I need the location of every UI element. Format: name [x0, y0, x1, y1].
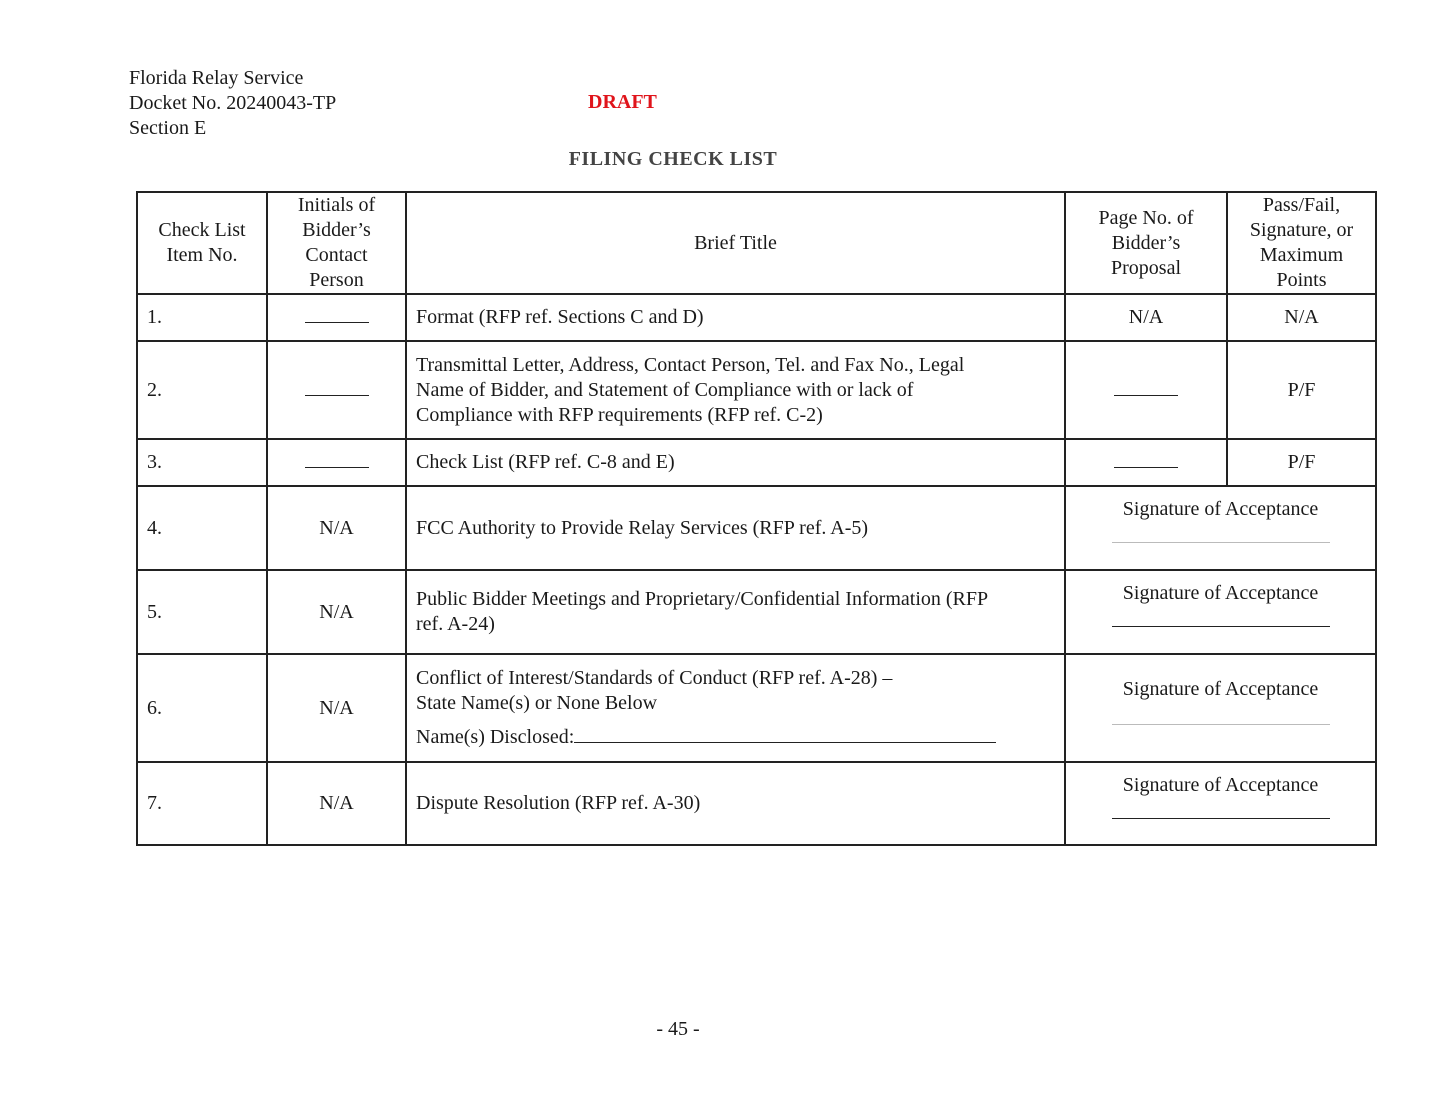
- initials-cell: N/A: [267, 762, 406, 845]
- brief-title: Check List (RFP ref. C-8 and E): [406, 439, 1065, 486]
- result-cell: N/A: [1227, 294, 1376, 341]
- result-cell: P/F: [1227, 439, 1376, 486]
- signature-label: Signature of Acceptance: [1122, 678, 1319, 700]
- page-number: - 45 -: [656, 1018, 700, 1040]
- item-number: 6.: [137, 654, 267, 762]
- page-number-blank[interactable]: [1065, 341, 1227, 439]
- names-disclosed-field[interactable]: [574, 728, 996, 743]
- brief-title: Dispute Resolution (RFP ref. A-30): [406, 762, 1065, 845]
- table-row: [137, 762, 1376, 845]
- initials-cell: N/A: [267, 654, 406, 762]
- col-header-page-no: Page No. of Bidder’s Proposal: [1065, 192, 1227, 294]
- header-line-service: Florida Relay Service: [129, 67, 304, 89]
- signature-label: Signature of Acceptance: [1122, 498, 1319, 520]
- initials-blank[interactable]: [267, 341, 406, 439]
- table-row: [137, 341, 1376, 439]
- brief-title: Public Bidder Meetings and Proprietary/Confidential Information (RFP ref. A-24): [406, 570, 1065, 654]
- table-row: [137, 654, 1376, 762]
- col-header-initials: Initials of Bidder’s Contact Person: [267, 192, 406, 294]
- brief-title: Transmittal Letter, Address, Contact Person, Tel. and Fax No., Legal Name of Bidder, and Statement of Compliance with or lack of Compliance with RFP requirements (RFP ref. C-2): [406, 341, 1065, 439]
- header-line-docket: Docket No. 20240043-TP: [129, 92, 337, 114]
- signature-cell: [1065, 654, 1376, 762]
- item-number: 3.: [137, 439, 267, 486]
- table-row: [137, 570, 1376, 654]
- brief-title: Conflict of Interest/Standards of Conduct (RFP ref. A-28) – State Name(s) or None Below Name(s) Disclosed:: [406, 654, 1065, 762]
- item-number: 5.: [137, 570, 267, 654]
- table-row: [137, 486, 1376, 570]
- brief-title: Format (RFP ref. Sections C and D): [406, 294, 1065, 341]
- names-disclosed-label: Name(s) Disclosed:: [416, 726, 575, 748]
- table-header-row: [137, 192, 1376, 294]
- header-line-section: Section E: [129, 117, 207, 139]
- table-row: [137, 439, 1376, 486]
- signature-label: Signature of Acceptance: [1122, 582, 1319, 604]
- initials-blank[interactable]: [267, 439, 406, 486]
- signature-label: Signature of Acceptance: [1122, 774, 1319, 796]
- signature-cell: [1065, 486, 1376, 570]
- initials-blank[interactable]: [267, 294, 406, 341]
- item-number: 1.: [137, 294, 267, 341]
- page-number-cell: N/A: [1065, 294, 1227, 341]
- col-header-brief-title: Brief Title: [406, 192, 1065, 294]
- result-cell: P/F: [1227, 341, 1376, 439]
- filing-checklist-table: [136, 191, 1377, 846]
- signature-line[interactable]: [1112, 626, 1330, 627]
- signature-line[interactable]: [1112, 542, 1330, 543]
- signature-cell: [1065, 762, 1376, 845]
- item-number: 2.: [137, 341, 267, 439]
- draft-stamp: DRAFT: [588, 91, 657, 113]
- signature-cell: [1065, 570, 1376, 654]
- initials-cell: N/A: [267, 570, 406, 654]
- page-number-blank[interactable]: [1065, 439, 1227, 486]
- col-header-item-no: Check List Item No.: [137, 192, 267, 294]
- document-header: [129, 66, 336, 141]
- brief-title: FCC Authority to Provide Relay Services (RFP ref. A-5): [406, 486, 1065, 570]
- page-title: FILING CHECK LIST: [568, 148, 778, 170]
- signature-line[interactable]: [1112, 818, 1330, 819]
- item-number: 4.: [137, 486, 267, 570]
- table-row: [137, 294, 1376, 341]
- signature-line[interactable]: [1112, 724, 1330, 725]
- col-header-pass-fail: Pass/Fail, Signature, or Maximum Points: [1227, 192, 1376, 294]
- item-number: 7.: [137, 762, 267, 845]
- initials-cell: N/A: [267, 486, 406, 570]
